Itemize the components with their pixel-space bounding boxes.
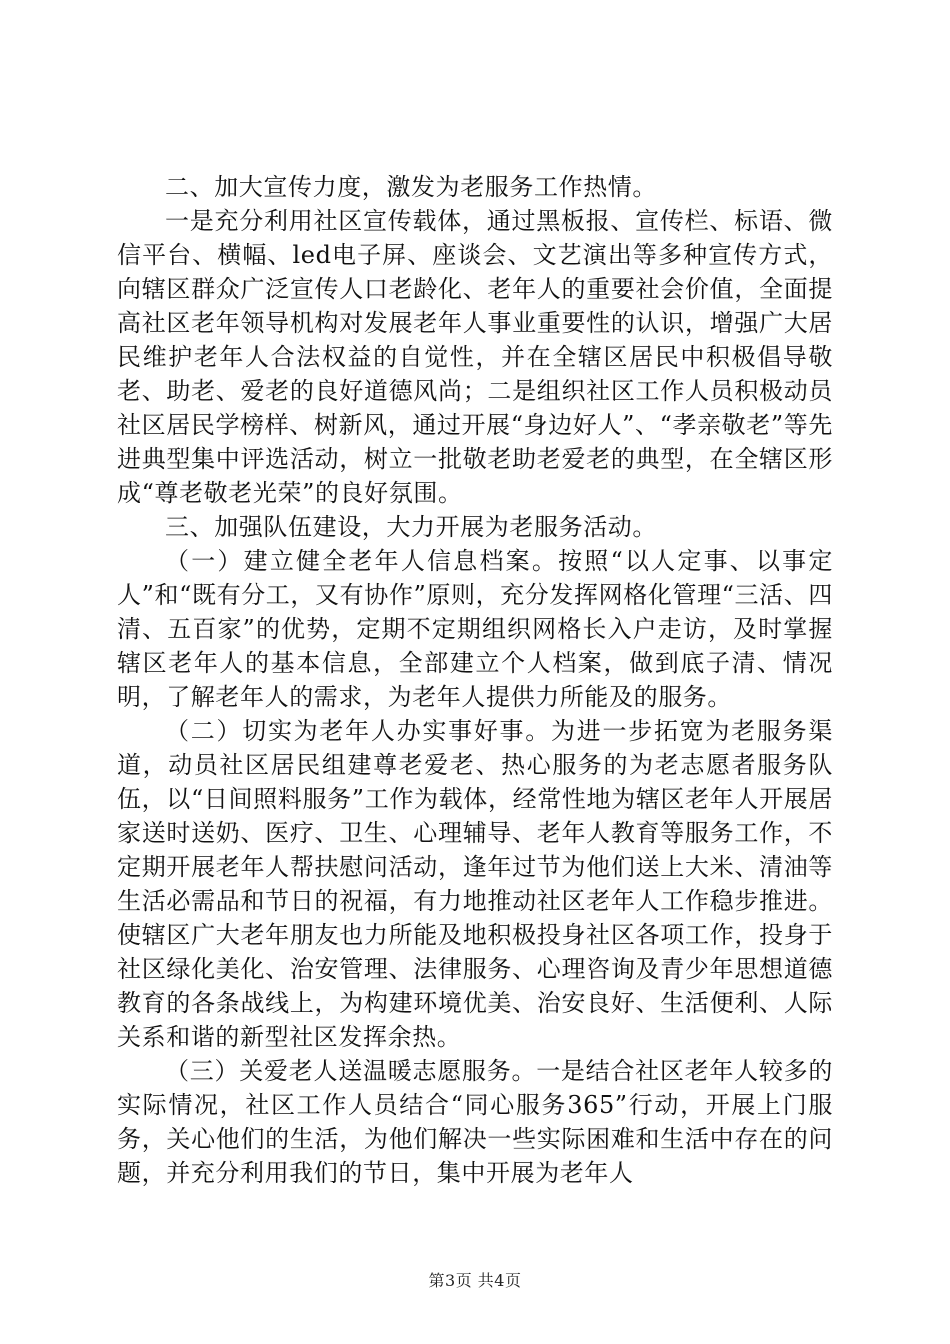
body-paragraph-volunteer-service: （三）关爱老人送温暖志愿服务。一是结合社区老年人较多的实际情况，社区工作人员结合“同心服务365”行动，开展上门服务，关心他们的生活，为他们解决一些实际困难和生活中存在的问题，并充分利用我们的节日，集中开展为老年人 [117, 1057, 833, 1187]
page-footer: 第3页 共4页 [428, 1271, 522, 1290]
section-heading-3: 三、加强队伍建设，大力开展为老服务活动。 [165, 513, 657, 541]
body-paragraph-practical-matters: （二）切实为老年人办实事好事。为进一步拓宽为老服务渠道，动员社区居民组建尊老爱老、热心服务的为老志愿者服务队伍，以“日间照料服务”工作为载体，经常性地为辖区老年人开展居家送时送奶、医疗、卫生、心理辅导、老年人教育等服务工作，不定期开展老年人帮扶慰问活动，逢年过节为他们送上大米、清油等生活必需品和节日的祝福，有力地推动社区老年人工作稳步推进。使辖区广大老年朋友也力所能及地积极投身社区各项工作，投身于社区绿化美化、治安管理、法律服务、心理咨询及青少年思想道德教育的各条战线上，为构建环境优美、治安良好、生活便利、人际关系和谐的新型社区发挥余热。 [117, 717, 833, 1051]
body-paragraph-archives: （一）建立健全老年人信息档案。按照“以人定事、以事定人”和“既有分工，又有协作”原则，充分发挥网格化管理“三活、四清、五百家”的优势，定期不定期组织网格长入户走访，及时掌握辖区老年人的基本信息，全部建立个人档案，做到底子清、情况明，了解老年人的需求，为老年人提供力所能及的服务。 [117, 547, 833, 711]
document-body [117, 170, 833, 1190]
body-paragraph-publicity: 一是充分利用社区宣传载体，通过黑板报、宣传栏、标语、微信平台、横幅、led电子屏、座谈会、文艺演出等多种宣传方式，向辖区群众广泛宣传人口老龄化、老年人的重要社会价值，全面提高社区老年领导机构对发展老年人事业重要性的认识，增强广大居民维护老年人合法权益的自觉性，并在全辖区居民中积极倡导敬老、助老、爱老的良好道德风尚；二是组织社区工作人员积极动员社区居民学榜样、树新风，通过开展“身边好人”、“孝亲敬老”等先进典型集中评选活动，树立一批敬老助老爱老的典型，在全辖区形成“尊老敬老光荣”的良好氛围。 [117, 207, 833, 507]
section-heading-2: 二、加大宣传力度，激发为老服务工作热情。 [165, 173, 657, 201]
